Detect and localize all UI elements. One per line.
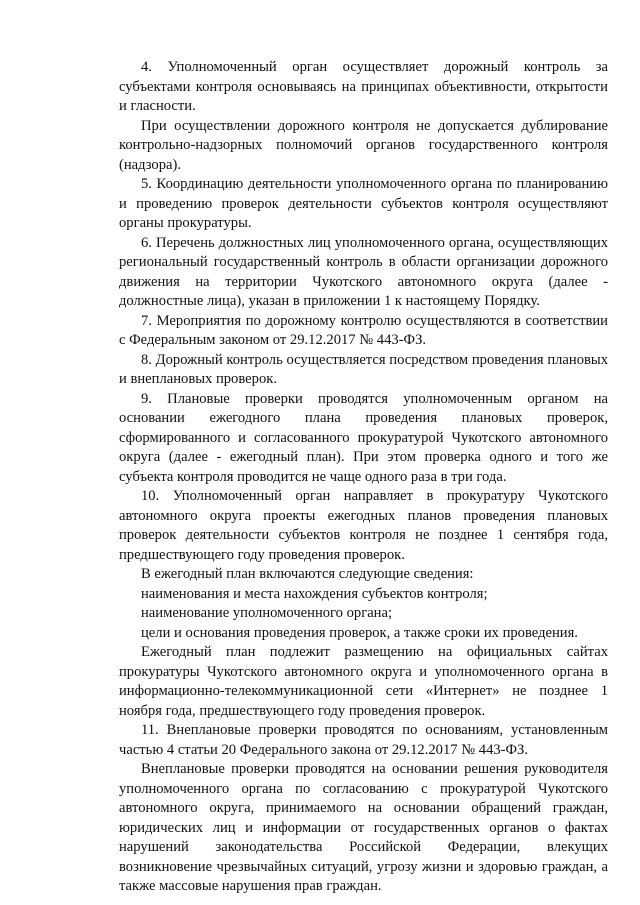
paragraph-5: 5. Координацию деятельности уполномоченного органа по планированию и проведению проверок деятельности субъектов контроля осуществляют органы прокуратуры. [119, 176, 608, 231]
paragraph-10: 10. Уполномоченный орган направляет в прокуратуру Чукотского автономного округа проекты ежегодных планов проведения плановых проверок деятельности субъектов контроля не позднее 1 сентября года, предшествующего году проведения проверок. [119, 488, 608, 563]
paragraph-4-no-duplication: При осуществлении дорожного контроля не допускается дублирование контрольно-надзорных полномочий органов государственного контроля (надзора). [119, 117, 608, 173]
plan-contents-item-authority: наименование уполномоченного органа; [141, 605, 393, 621]
plan-contents-item-goals: цели и основания проведения проверок, а также сроки их проведения. [141, 624, 578, 641]
paragraph-4: 4. Уполномоченный орган осуществляет дорожный контроль за субъектами контроля основываясь на принципах объективности, открытости и гласности. [119, 59, 608, 114]
paragraph-8: 8. Дорожный контроль осуществляется посредством проведения плановых и внеплановых проверок. [119, 351, 608, 387]
plan-contents-item-names: наименования и места нахождения субъектов контроля; [141, 585, 488, 602]
paragraph-10-publication: Ежегодный план подлежит размещению на официальных сайтах прокуратуры Чукотского автономного округа и уполномоченного органа в информационно-телекоммуникационной сети «Интернет» не позднее 1 ноября года, предшествующего году проведения проверок. [119, 644, 608, 719]
paragraph-11: 11. Внеплановые проверки проводятся по основаниям, установленным частью 4 статьи 20 Федерального закона от 29.12.2017 № 443-ФЗ. [119, 722, 608, 758]
paragraph-7: 7. Мероприятия по дорожному контролю осуществляются в соответствии с Федеральным законом от 29.12.2017 № 443-ФЗ. [119, 312, 608, 348]
paragraph-11-unscheduled: Внеплановые проверки проводятся на основании решения руководителя уполномоченного органа по согласованию с прокуратурой Чукотского автономного округа, принимаемого на основании обращений граждан, юридических лиц и информации от государственных органов о фактах нарушений законодательства Российской Федерации, влекущих возникновение чрезвычайных ситуаций, угрозу жизни и здоровью граждан, а также массовые нарушения прав граждан. [119, 761, 608, 894]
paragraph-6: 6. Перечень должностных лиц уполномоченного органа, осуществляющих региональный государственный контроль в области организации дорожного движения на территории Чукотского автономного округа (далее - должностные лица), указан в приложении 1 к настоящему Порядку. [119, 234, 608, 309]
plan-contents-intro: В ежегодный план включаются следующие сведения: [141, 566, 474, 582]
paragraph-9: 9. Плановые проверки проводятся уполномоченным органом на основании ежегодного плана проведения плановых проверок, сформированного и согласованного прокуратурой Чукотского автономного округа (далее - ежегодный план). При этом проверка одного и того же субъекта контроля проводится не чаще одного раза в три года. [119, 390, 608, 485]
